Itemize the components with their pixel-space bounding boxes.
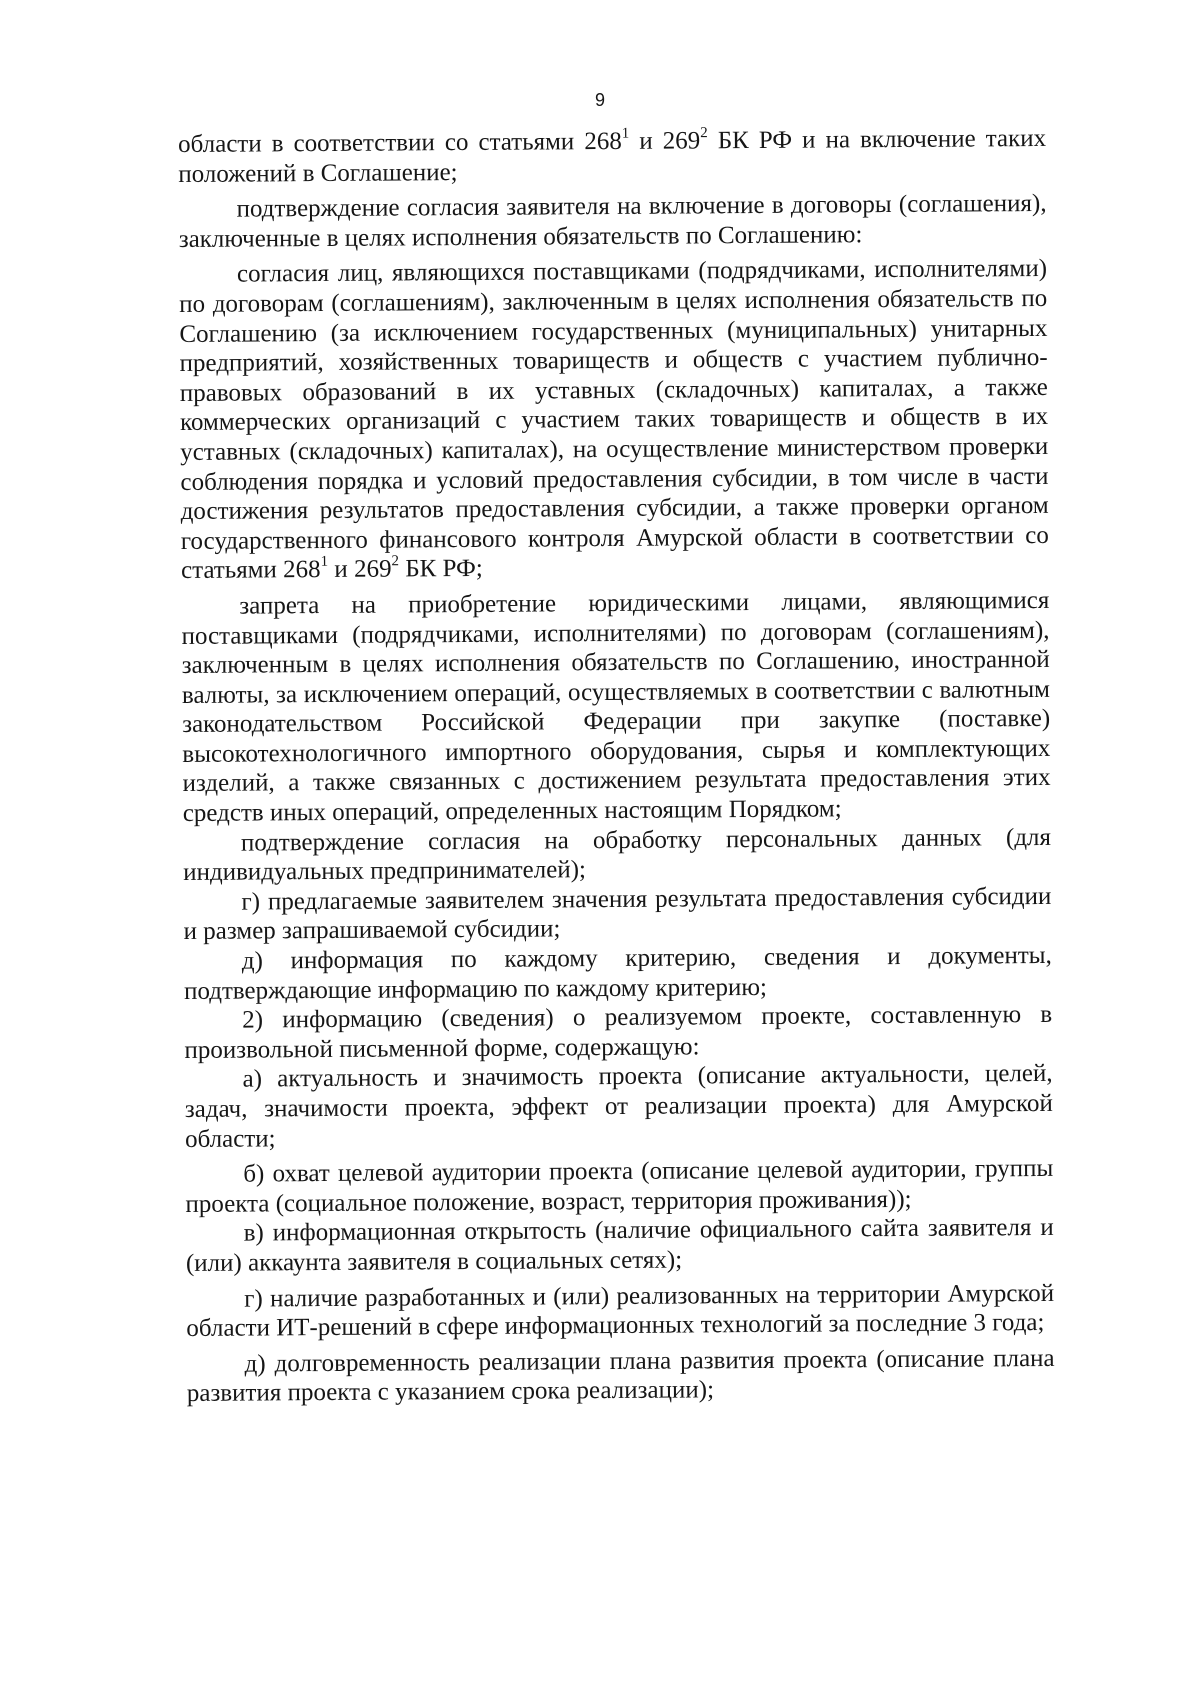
paragraph-currency-ban: запрета на приобретение юридическими лицами, являющимися поставщиками (подрядчиками, исполнителями) по договорам (соглашениям), заключенным в целях исполнения обязательств по Соглашению, иностранной валюты, за исключением операций, осуществляемых в соответствии с валютным законодательством Российской Федерации при закупке (поставке) высокотехнологичного импортного оборудования, сырья и комплектующих изделий, а также связанных с достижением результата предоставления этих средств иных операций, определенных настоящим Порядком; bbox=[181, 586, 1051, 828]
list-item-v: в) информационная открытость (наличие официального сайта заявителя и (или) аккаунта заявителя в социальных сетях); bbox=[185, 1214, 1054, 1277]
paragraph-consent: подтверждение согласия заявителя на включение в договоры (соглашения), заключенные в целях исполнения обязательств по Соглашению: bbox=[178, 190, 1047, 253]
list-item-g: г) предлагаемые заявителем значения результата предоставления субсидии и размер запрашиваемой субсидии; bbox=[183, 882, 1052, 946]
list-item-g2: г) наличие разработанных и (или) реализованных на территории Амурской области ИТ-решений в сфере информационных технологий за последние 3 года; bbox=[186, 1279, 1055, 1343]
list-item-a: а) актуальность и значимость проекта (описание актуальности, целей, задач, значимости проекта, эффект от реализации проекта) для Амурской области; bbox=[184, 1060, 1053, 1153]
list-item-b: б) охват целевой аудитории проекта (описание целевой аудитории, группы проекта (социальное положение, возраст, территория проживания)); bbox=[185, 1155, 1054, 1218]
paragraph-continuation: области в соответствии со статьями $268^1$ и $269^2$ БК РФ и на включение таких положений в Соглашение; bbox=[178, 124, 1047, 188]
paragraph-supplier-consent: согласия лиц, являющихся поставщиками (подрядчиками, исполнителями) по договорам (соглашениям), заключенным в целях исполнения обязательств по Соглашению (за исключением государственных (муниципальных) унитарных предприятий, хозяйственных товариществ и обществ с участием публично-правовых образований в их уставных (складочных) капиталах, а также коммерческих организаций с участием таких товариществ и обществ в их уставных (складочных) капиталах), на осуществление министерством проверки соблюдения порядка и условий предоставления субсидии, в том числе в части достижения результатов предоставления субсидии, а также проверки органом государственного финансового контроля Амурской области в соответствии со статьями $268^1$ и $269^2$ БК РФ; bbox=[179, 255, 1049, 585]
superscript: 1 bbox=[621, 125, 630, 142]
paragraph-personal-data: подтверждение согласия на обработку персональных данных (для индивидуальных предпринимателей); bbox=[183, 823, 1052, 887]
superscript: 1 bbox=[320, 554, 329, 571]
list-item-d2: д) долговременность реализации плана развития проекта (описание плана развития проекта с указанием срока реализации); bbox=[186, 1344, 1055, 1408]
superscript: 2 bbox=[700, 125, 708, 142]
page-number: 9 bbox=[594, 90, 605, 110]
superscript: 2 bbox=[391, 553, 400, 570]
list-item-2: 2) информацию (сведения) о реализуемом проекте, составленную в произвольной письменной форме, содержащую: bbox=[184, 1001, 1053, 1064]
list-item-d: д) информация по каждому критерию, сведения и документы, подтверждающие информацию по каждому критерию; bbox=[183, 941, 1052, 1005]
document-body bbox=[178, 124, 1055, 1409]
